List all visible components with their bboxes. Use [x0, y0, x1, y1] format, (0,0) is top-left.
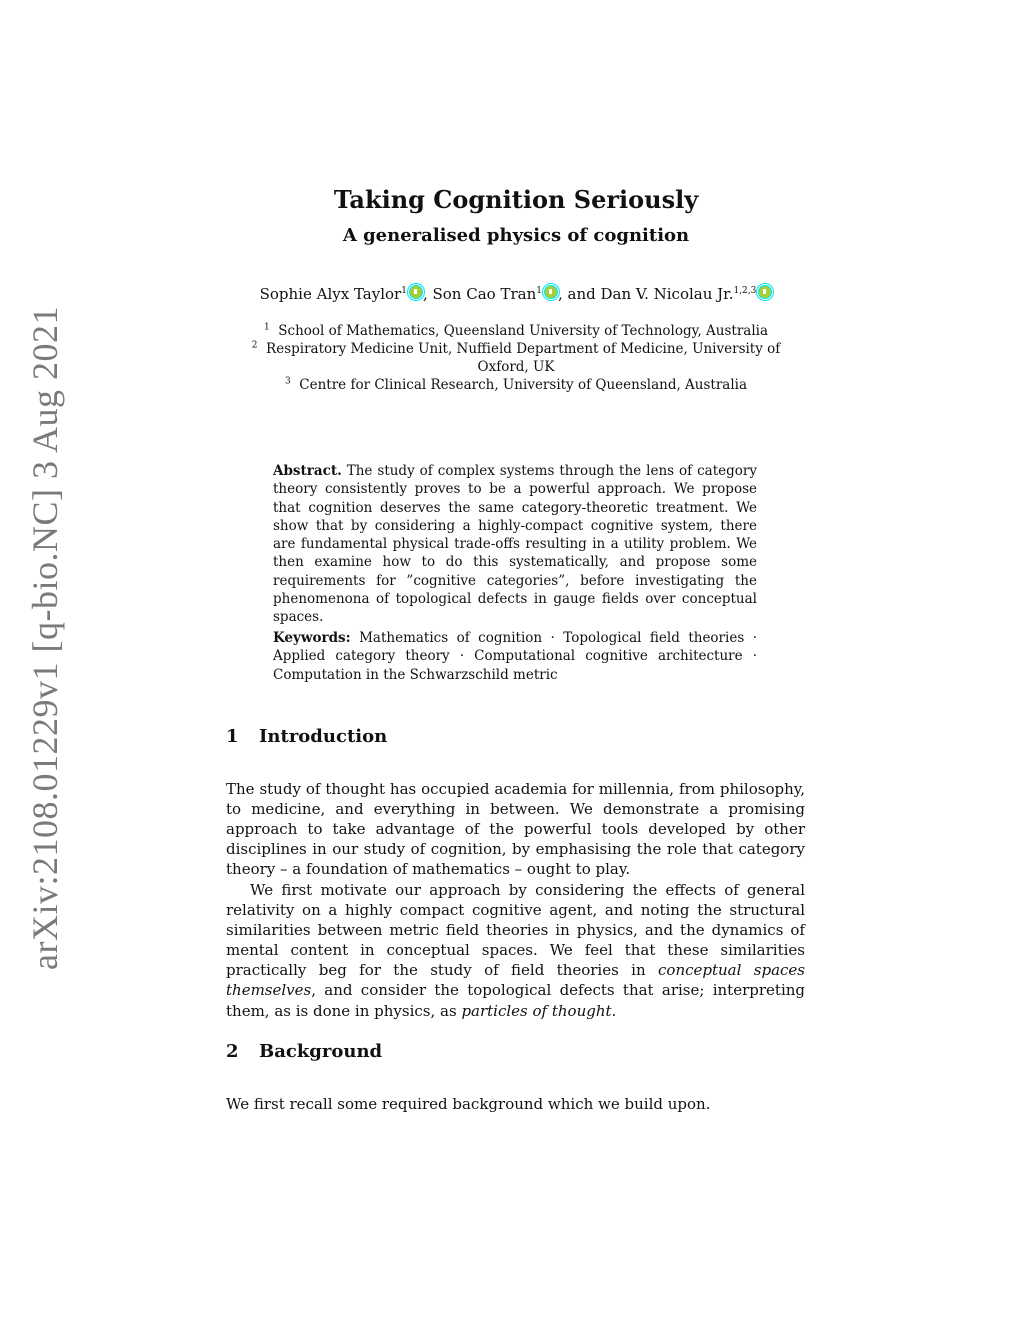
author-name: Son Cao Tran [432, 285, 537, 303]
author-affil-marker: 1 [401, 286, 407, 296]
affiliation-number: 2 [251, 340, 258, 351]
author-separator: , and [557, 285, 601, 303]
affiliation-number: 1 [263, 322, 270, 333]
affiliation-item [226, 340, 806, 376]
orcid-icon[interactable] [758, 285, 772, 299]
affiliation-list [226, 322, 806, 394]
emphasis-text: particles of thought [461, 1001, 612, 1020]
abstract-text: The study of complex systems through the lens of category theory consistently proves to be a powerful approach. We propose that cognition deserves the same category-theoretic treatment. We show that by considering a highly-compact cognitive system, there are fundamental physical trade-offs resulting in a utility problem. We then examine how to do this systematically, and propose some requirements for ”cognitive categories”, before investigating the phenomenona of topological defects in gauge fields over conceptual spaces. [273, 463, 757, 626]
affiliation-item [226, 322, 806, 340]
paper-title: Taking Cognition Seriously [333, 185, 699, 214]
arxiv-identifier-stamp: arXiv:2108.01229v1 [q-bio.NC] 3 Aug 2021 [25, 306, 65, 970]
section-title: Background [259, 1041, 383, 1062]
paragraph-text: . [611, 1001, 617, 1020]
author-affil-marker: 1,2,3 [733, 286, 757, 296]
abstract-label: Abstract. [273, 463, 342, 479]
orcid-icon[interactable] [409, 285, 423, 299]
section-number: 1 [226, 726, 239, 747]
author-separator: , [422, 285, 433, 303]
abstract [273, 462, 757, 627]
author-name: Dan V. Nicolau Jr. [600, 285, 734, 303]
paragraph: We first recall some required background which we build upon. [226, 1095, 711, 1113]
affiliation-item [226, 376, 806, 394]
keywords-text: Mathematics of cognition · Topological field theories · Applied category theory · Computational cognitive architecture · Computation in the Schwarzschild metric [273, 630, 757, 683]
paragraph [226, 880, 805, 1021]
paragraph-text: We first motivate our approach by considering the effects of general relativity on a highly compact cognitive agent, and noting the structural similarities between metric field theories in physics, and the dynamics of mental content in conceptual spaces. We feel that these similarities practically beg for the study of field theories in [226, 881, 805, 980]
keywords [273, 629, 757, 684]
paper-subtitle: A generalised physics of cognition [342, 225, 690, 246]
affiliation-text: Respiratory Medicine Unit, Nuffield Department of Medicine, University of Oxford, UK [266, 341, 781, 375]
section-heading-introduction [226, 726, 387, 747]
paragraph: The study of thought has occupied academia for millennia, from philosophy, to medicine, and everything in between. We demonstrate a promising approach to take advantage of the powerful tools developed by other disciplines in our study of cognition, by emphasising the role that category theory – a foundation of mathematics – ought to play. [226, 780, 805, 879]
affiliation-text: School of Mathematics, Queensland University of Technology, Australia [278, 323, 769, 339]
affiliation-text: Centre for Clinical Research, University of Queensland, Australia [299, 377, 748, 393]
emphasis-text: conceptual spaces themselves [226, 961, 806, 1000]
author-name: Sophie Alyx Taylor [259, 285, 402, 303]
keywords-label: Keywords: [273, 630, 351, 646]
author-affil-marker: 1 [536, 286, 542, 296]
affiliation-number: 3 [284, 376, 291, 387]
author-list [226, 285, 806, 303]
section-title: Introduction [259, 726, 388, 747]
section-heading-background [226, 1041, 382, 1062]
orcid-icon[interactable] [544, 285, 558, 299]
section-number: 2 [226, 1041, 239, 1062]
paragraph-text: , and consider the topological defects that arise; interpreting them, as is done in physics, as [226, 981, 805, 1020]
